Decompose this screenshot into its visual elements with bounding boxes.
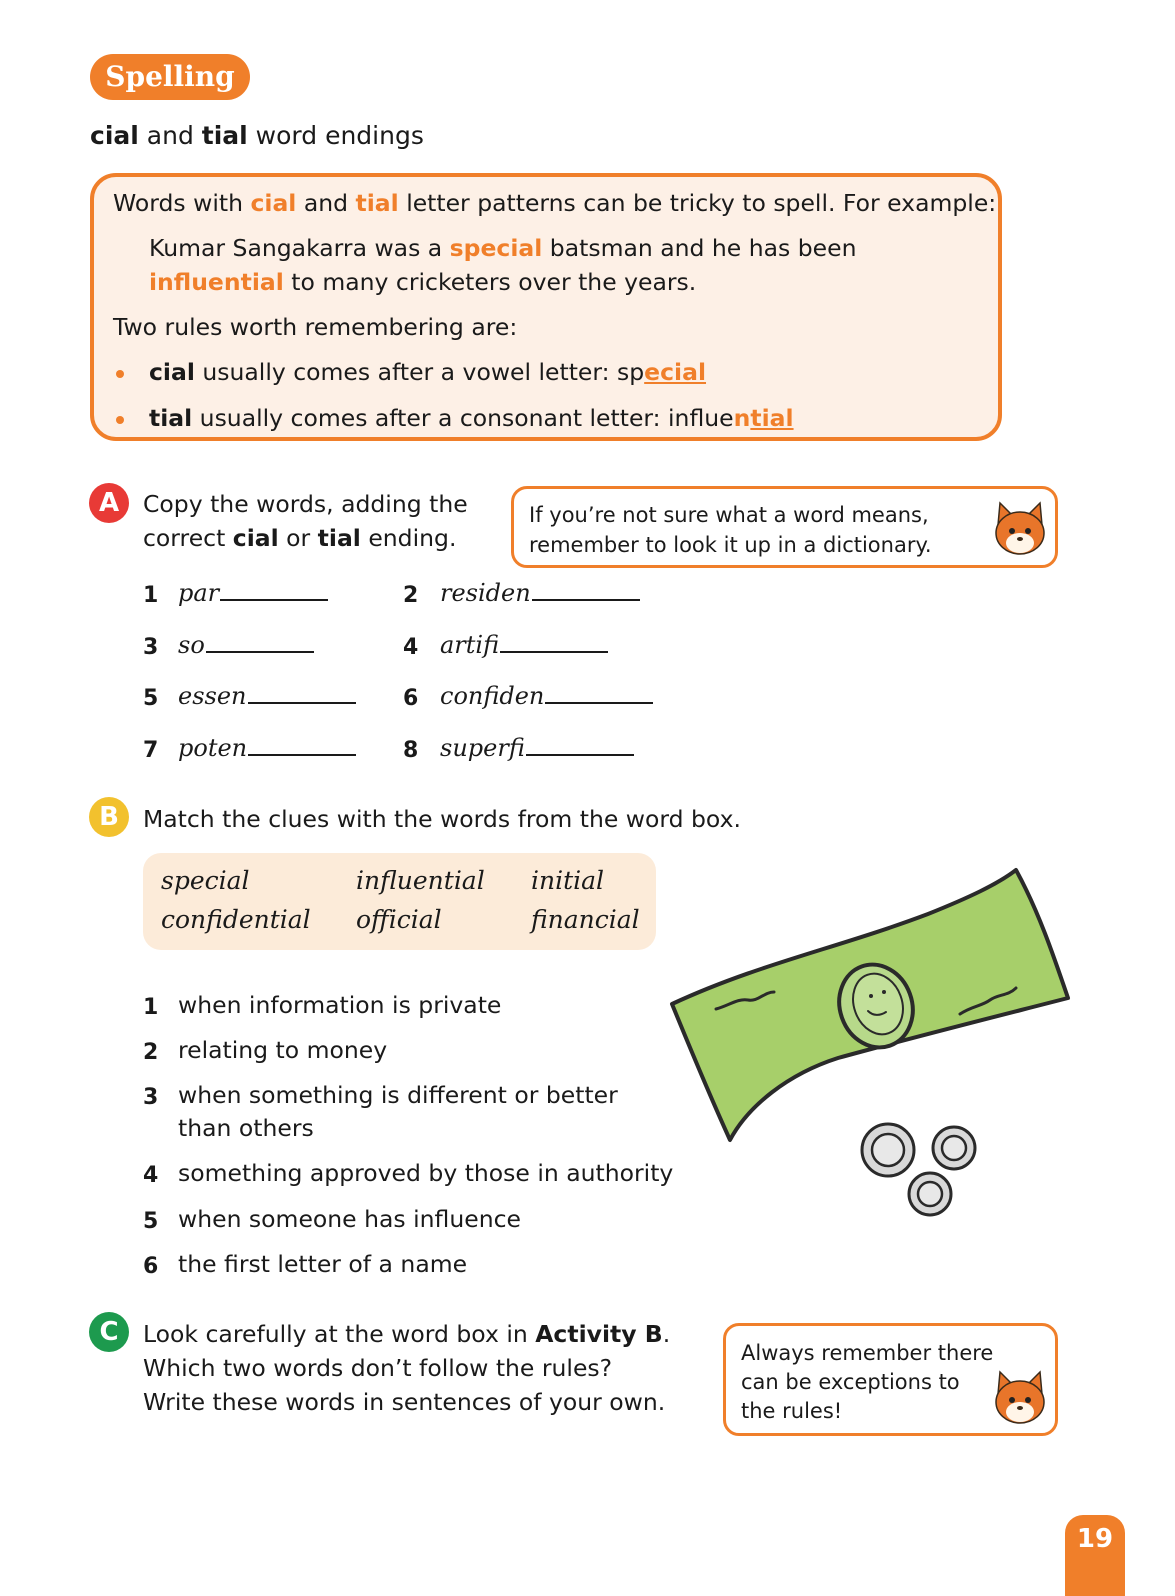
word-box-word: financial [531,905,640,934]
clue-number: 5 [143,1209,159,1234]
answer-blank [248,734,356,756]
question-stem: residen [440,579,640,607]
question-stem: poten [178,734,356,762]
rule-intro: Words with cial and tial letter patterns can be tricky to spell. For example: [113,189,997,217]
question-stem: par [178,579,328,607]
banknote-icon [672,870,1068,1140]
example-sentence-line-2: influential to many cricketers over the years. [149,268,697,296]
clue-text: when someone has influence [178,1205,521,1233]
clue-number: 2 [143,1040,159,1065]
clue-text: when information is private [178,991,502,1019]
question-number: 4 [403,635,419,660]
question-number: 6 [403,686,419,711]
answer-blank [248,682,356,704]
fox-mascot-icon [990,1368,1050,1430]
word-box [143,853,656,950]
coins-icon [862,1124,975,1215]
question-number: 8 [403,738,419,763]
lesson-title: cial and tial word endings [90,121,424,150]
question-number: 2 [403,583,419,608]
page-number: 19 [1065,1515,1125,1596]
word-box-word: influential [356,866,485,895]
activity-c-badge: C [89,1312,129,1352]
money-illustration [668,866,1078,1226]
activity-b-badge: B [89,797,129,837]
question-number: 5 [143,686,159,711]
bullet-dot [116,416,124,424]
rule-1: cial usually comes after a vowel letter: special [149,358,707,386]
clue-number: 4 [143,1163,159,1188]
word-box-word: confidential [161,905,311,934]
word-box-word: official [356,905,442,934]
question-stem: confiden [440,682,653,710]
activity-b-instruction: Match the clues with the words from the word box. [143,805,741,833]
clue-text: when something is different or better than others [178,1081,618,1142]
rule-2: tial usually comes after a consonant letter: influential [149,404,794,432]
bullet-dot [116,370,124,378]
word-box-word: special [161,866,250,895]
dictionary-tip: If you’re not sure what a word means, remember to look it up in a dictionary. [511,486,1058,568]
answer-blank [206,631,314,653]
clue-number: 1 [143,995,159,1020]
clue-text: something approved by those in authority [178,1159,674,1187]
clue-number: 3 [143,1085,159,1110]
question-stem: essen [178,682,356,710]
answer-blank [532,579,640,601]
answer-blank [500,631,608,653]
clue-text: the first letter of a name [178,1250,468,1278]
question-stem: superfi [440,734,634,762]
answer-blank [545,682,653,704]
question-number: 1 [143,583,159,608]
answer-blank [526,734,634,756]
rule-box [90,173,1002,441]
activity-a-instruction: Copy the words, adding the correct cial or tial ending. [143,490,468,552]
example-sentence-line-1: Kumar Sangakarra was a special batsman and he has been [149,234,857,262]
activity-c-instruction: Look carefully at the word box in Activity B. Which two words don’t follow the rules? Write these words in sentences of your own. [143,1320,671,1416]
section-tag: Spelling [90,54,250,100]
answer-blank [220,579,328,601]
fox-mascot-icon [990,499,1050,561]
question-number: 3 [143,635,159,660]
question-stem: so [178,631,314,659]
clue-number: 6 [143,1254,159,1279]
clue-text: relating to money [178,1036,388,1064]
exceptions-tip: Always remember there can be exceptions to the rules! [723,1323,1058,1436]
question-stem: artifi [440,631,608,659]
word-box-word: initial [531,866,605,895]
question-number: 7 [143,738,159,763]
activity-a-badge: A [89,483,129,523]
rules-intro: Two rules worth remembering are: [113,313,518,341]
